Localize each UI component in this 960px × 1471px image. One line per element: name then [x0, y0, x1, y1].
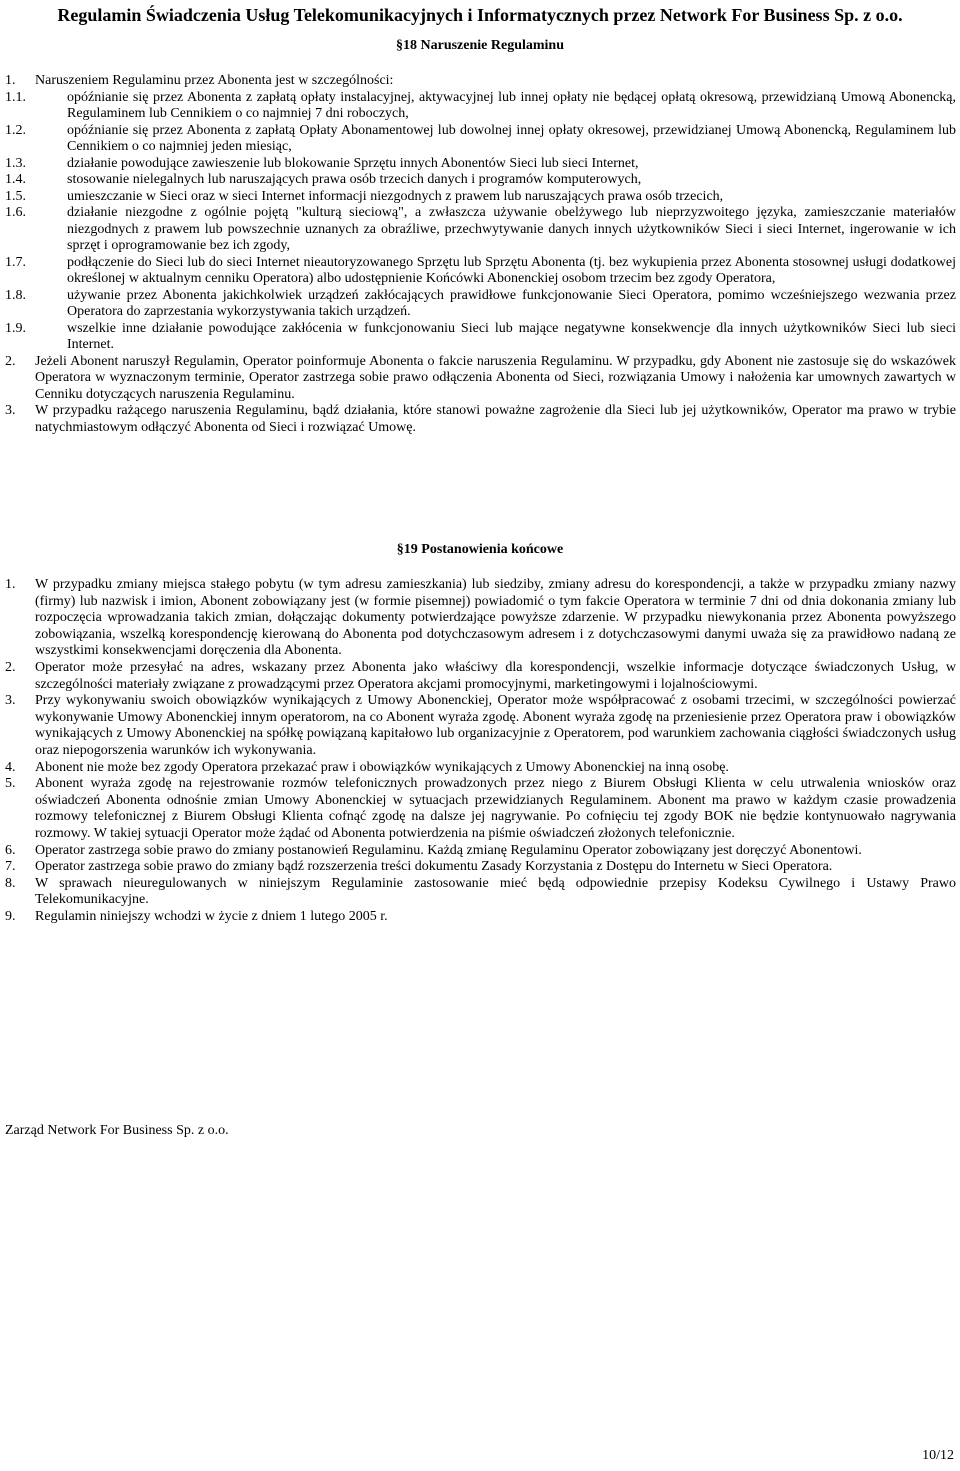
list-item [5, 760, 956, 777]
item-number: 1.6. [5, 205, 26, 220]
sub-list-item [5, 189, 956, 206]
item-text: W przypadku rażącego naruszenia Regulaminu, bądź działania, które stanowi poważne zagrożenie dla Sieci lub jej użytkowników, Operator ma prawo w trybie natychmiastowym odłączyć Abonenta od Sieci i rozwiązać Umowę. [35, 403, 956, 435]
signature: Zarząd Network For Business Sp. z o.o. [5, 1123, 229, 1138]
item-number: 4. [5, 759, 16, 775]
item-number: 1.9. [5, 320, 26, 336]
item-text: Naruszeniem Regulaminu przez Abonenta jest w szczególności: [35, 73, 394, 88]
item-text: Abonent wyraża zgodę na rejestrowanie rozmów telefonicznych prowadzonych przez niego z Biurem Obsługi Klienta w celu utrwalenia wniosków oraz oświadczeń Abonenta odnośnie zmian Umowy Abonenckiej w sytuacjach przewidzianych Regulaminem. Abonent ma prawo w każdym czasie prowadzenia rozmowy telefonicznej z Biurem Obsługi Klienta cofnąć zgodę na dalsze jej nagrywanie. Po cofnięciu tej zgody BOK nie będzie kontynuowało nagrywania rozmowy. W takiej sytuacji Operator może żądać od Abonenta potwierdzenia na piśmie oświadczeń złożonych telefonicznie. [35, 776, 956, 841]
list-item [5, 909, 956, 926]
item-number: 1.7. [5, 254, 26, 270]
list-item [5, 73, 956, 90]
sub-list-item [5, 156, 956, 173]
sub-list-item [5, 288, 956, 321]
item-text: Regulamin niniejszy wchodzi w życie z dniem 1 lutego 2005 r. [35, 908, 388, 924]
list-item [5, 403, 956, 436]
list-item [5, 354, 956, 404]
item-text: wszelkie inne działanie powodujące zakłócenia w funkcjonowaniu Sieci lub mające negatywne konsekwencje dla innych użytkowników Sieci lub sieci Internet. [67, 320, 956, 352]
item-text: W przypadku zmiany miejsca stałego pobytu (w tym adresu zamieszkania) lub siedziby, zmiany adresu do korespondencji, a także w przypadku zmiany nazwy (firmy) lub nazwisk i imion, Abonent zobowiązany jest (w formie pisemnej) powiadomić o tym fakcie Operatora w terminie 7 dni od dnia dokonania zmiany lub rozpoczęcia wprowadzania takich zmian, dołączając dokumenty potwierdzające powyższe zdarzenie. W przypadku niewykonania przez Abonenta powyższego zobowiązania, wszelką korespondencję kierowaną do Abonenta pod dotychczasowym adresem i z dotychczasowymi danymi uważa się za prawidłowo nadaną ze wszystkimi konsekwencjami doręczenia dla Abonenta. [35, 577, 956, 659]
list-item [5, 859, 956, 876]
item-text: używanie przez Abonenta jakichkolwiek urządzeń zakłócających prawidłowe funkcjonowanie Sieci Operatora, pomimo wcześniejszego wezwania przez Operatora do zaprzestania wykorzystywania takich urządzeń. [67, 287, 956, 319]
list-item [5, 776, 956, 842]
item-text: Operator może przesyłać na adres, wskazany przez Abonenta jako właściwy dla korespondencji, wszelkie informacje dotyczące świadczonych Usług, w szczególności materiały związane z prowadzącymi przez Operatora akcjami promocyjnymi, marketingowymi i lojalnościowymi. [35, 659, 956, 692]
item-number: 1.2. [5, 122, 26, 138]
sub-list-item [5, 321, 956, 354]
item-number: 1. [5, 577, 16, 592]
item-number: 9. [5, 908, 16, 924]
list-item [5, 693, 956, 759]
item-number: 8. [5, 875, 16, 891]
sub-list-item [5, 205, 956, 255]
item-text: Operator zastrzega sobie prawo do zmiany postanowień Regulaminu. Każdą zmianę Regulaminu Operator zobowiązany jest doręczyć Abonentowi. [35, 842, 862, 858]
section-18-body [5, 73, 956, 436]
item-number: 3. [5, 403, 16, 418]
list-item [5, 876, 956, 909]
item-text: opóźnianie się przez Abonenta z zapłatą opłaty instalacyjnej, aktywacyjnej lub innej opłaty nie będącej opłatą okresową, przewidzianą Umową Abonencką, Regulaminem lub Cennikiem o co najmniej 7 dni roboczych, [67, 89, 956, 121]
item-number: 1.4. [5, 172, 26, 187]
list-item [5, 843, 956, 860]
item-text: Operator zastrzega sobie prawo do zmiany bądź rozszerzenia treści dokumentu Zasady Korzystania z Dostępu do Internetu w Sieci Operatora. [35, 859, 833, 875]
item-text: Przy wykonywaniu swoich obowiązków wynikających z Umowy Abonenckiej, Operator może współpracować z osobami trzecimi, w szczególności powierzać wykonywanie Umowy Abonenckiej innym operatorom, na co Abonent wyraża zgodę. Abonent wyraża zgodę na przeniesienie przez Operatora praw i obowiązków wynikających z Umowy Abonenckiej na spółkę powiązaną kapitałowo lub organizacyjnie z Operatorem, pod warunkiem zachowania ciągłości świadczonych usług oraz niepogorszenia warunków ich wykonywania. [35, 693, 956, 758]
item-text: Jeżeli Abonent naruszył Regulamin, Operator poinformuje Abonenta o fakcie naruszenia Regulaminu. W przypadku, gdy Abonent nie zastosuje się do wskazówek Operatora w wyznaczonym terminie, Operator zastrzega sobie prawo odłączenia Abonenta od Sieci, rozwiązania Umowy i nałożenia kar umownych zawartych w Cenniku dotyczących naruszenia Regulaminu. [35, 353, 956, 402]
list-item [5, 660, 956, 693]
document-header: Regulamin Świadczenia Usług Telekomunikacyjnych i Informatycznych przez Network For Business Sp. z o.o. [57, 5, 903, 25]
sub-list-item [5, 172, 956, 189]
item-text: opóźnianie się przez Abonenta z zapłatą Opłaty Abonamentowej lub dowolnej innej opłaty okresowej, przewidzianej Umową Abonencką, Regulaminem lub Cennikiem o co najmniej jeden miesiąc, [67, 122, 956, 154]
section-19-body [5, 577, 956, 925]
section-18-title: §18 Naruszenie Regulaminu [396, 38, 564, 53]
list-item [5, 577, 956, 660]
item-text: umieszczanie w Sieci oraz w sieci Internet informacji niezgodnych z prawem lub naruszających prawa osób trzecich, [67, 188, 724, 204]
section-19-title: §19 Postanowienia końcowe [396, 542, 564, 557]
item-number: 6. [5, 842, 16, 858]
item-number: 1.3. [5, 155, 26, 171]
item-number: 7. [5, 859, 16, 875]
sub-list-item [5, 255, 956, 288]
item-number: 2. [5, 659, 16, 675]
item-text: podłączenie do Sieci lub do sieci Internet nieautoryzowanego Sprzętu lub Sprzętu Abonenta (tj. bez wykupienia przez Abonenta stosownej usługi dodatkowej określonej w aktualnym cenniku Operatora) albo udostępnienie Końcówki Abonenckiej osobom trzecim bez zgody Operatora, [67, 254, 956, 286]
item-text: W sprawach nieuregulowanych w niniejszym Regulaminie zastosowanie mieć będą odpowiednie przepisy Kodeksu Cywilnego i Ustawy Prawo Telekomunikacyjne. [35, 875, 956, 908]
sub-list-item [5, 123, 956, 156]
item-text: Abonent nie może bez zgody Operatora przekazać praw i obowiązków wynikających z Umowy Abonenckiej na inną osobę. [35, 759, 729, 775]
item-number: 3. [5, 693, 16, 709]
item-number: 5. [5, 776, 16, 792]
item-number: 1.1. [5, 89, 26, 105]
sub-list-item [5, 90, 956, 123]
item-number: 1.8. [5, 287, 26, 303]
item-number: 2. [5, 353, 16, 369]
item-number: 1. [5, 73, 16, 88]
item-number: 1.5. [5, 188, 26, 204]
item-text: działanie niezgodne z ogólnie pojętą "kulturą sieciową", a zwłaszcza używanie obelżywego lub nieprzyzwoitego języka, zamieszczanie materiałów niezgodnych z prawem lub powszechnie uznanych za obraźliwe, przechwytywanie danych innych użytkowników Sieci i sieci Internet, ingerowanie w ich sprzęt i oprogramowanie bez ich zgody, [67, 205, 956, 253]
item-text: stosowanie nielegalnych lub naruszających prawa osób trzecich danych i programów komputerowych, [67, 172, 642, 187]
page-number: 10/12 [922, 1448, 954, 1463]
item-text: działanie powodujące zawieszenie lub blokowanie Sprzętu innych Abonentów Sieci lub sieci Internet, [67, 155, 639, 171]
